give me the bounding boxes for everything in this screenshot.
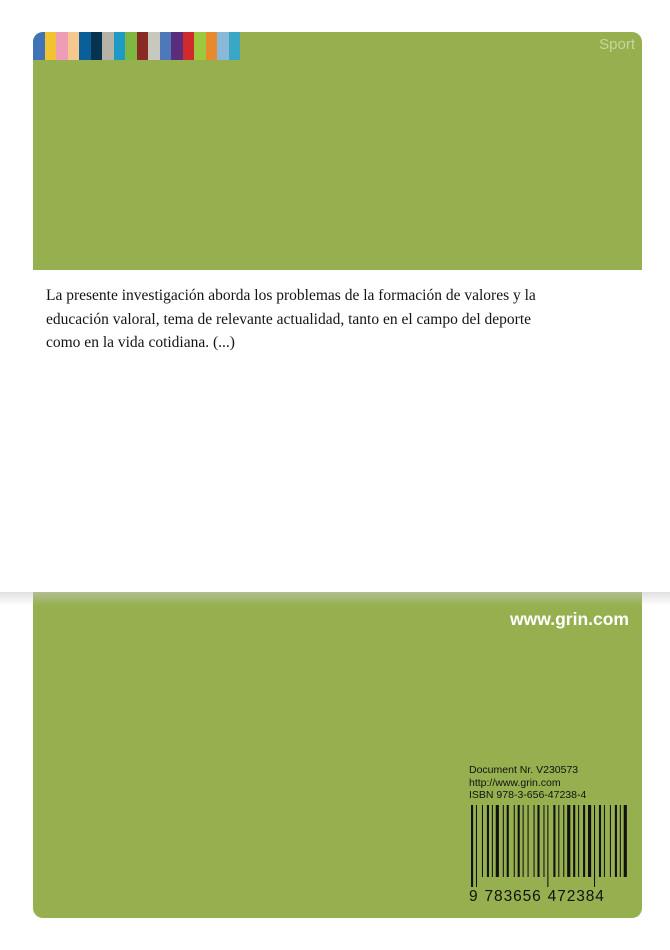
category-label: Sport: [599, 36, 635, 53]
color-stripe: [125, 32, 137, 60]
color-stripe: [171, 32, 183, 60]
barcode-bar: [487, 805, 489, 877]
barcode-bar: [482, 805, 483, 877]
barcode-bar: [620, 805, 621, 877]
barcode-bar: [624, 805, 627, 877]
cover-top-panel: [33, 32, 642, 270]
barcode-digit-group-1: 783656: [484, 887, 542, 905]
panel-shadow: [0, 592, 670, 606]
color-stripe: [217, 32, 229, 60]
barcode-bar: [534, 805, 535, 877]
blurb-section: [0, 270, 670, 592]
barcode-bar: [528, 805, 529, 877]
barcode-bar: [476, 805, 477, 887]
barcode-bar: [594, 805, 595, 887]
color-stripe: [137, 32, 149, 60]
color-stripe: [91, 32, 103, 60]
barcode-bar: [514, 805, 515, 877]
barcode-bar: [583, 805, 585, 877]
barcode-bar: [578, 805, 579, 877]
color-stripe: [45, 32, 57, 60]
color-stripe: [114, 32, 126, 60]
barcode-bar: [615, 805, 617, 877]
barcode-number: [469, 888, 629, 906]
barcode-bar: [471, 805, 473, 887]
publisher-url: http://www.grin.com: [469, 776, 561, 789]
color-stripe: [148, 32, 160, 60]
barcode-bar: [604, 805, 605, 877]
barcode-bar: [610, 805, 611, 877]
color-stripe: [229, 32, 241, 60]
barcode-bar: [543, 805, 544, 877]
barcode-bar: [523, 805, 524, 877]
barcode-bar: [496, 805, 499, 877]
isbn: ISBN 978-3-656-47238-4: [469, 789, 587, 801]
barcode-bar: [553, 805, 555, 877]
color-stripe: [183, 32, 195, 60]
barcode-bar: [492, 805, 493, 877]
book-blurb: La presente investigación aborda los problemas de la formación de valores y la educación valoral, tema de relevante actualidad, tanto en el campo del deporte como en la vida cotidiana. (...): [46, 287, 536, 351]
barcode-block: [469, 764, 629, 906]
color-stripe: [102, 32, 114, 60]
barcode-bar: [518, 805, 520, 877]
barcode-bar: [547, 805, 548, 887]
barcode-bar: [567, 805, 570, 877]
barcode-icon: [469, 805, 629, 887]
document-number: Document Nr. V230573: [469, 764, 579, 776]
barcode-lead-digit: 9: [469, 887, 479, 905]
barcode-bar: [563, 805, 564, 877]
barcode-bar: [558, 805, 559, 877]
color-stripe: [79, 32, 91, 60]
color-stripe: [68, 32, 80, 60]
barcode-bar: [599, 805, 601, 877]
color-stripe: [194, 32, 206, 60]
color-stripe: [160, 32, 172, 60]
barcode-bar: [503, 805, 504, 877]
barcode-bar: [507, 805, 509, 877]
barcode-bar: [588, 805, 591, 877]
barcode-bar: [573, 805, 575, 877]
barcode-bar: [537, 805, 539, 877]
publisher-website: www.grin.com: [510, 609, 629, 629]
cover-bottom-panel: [33, 592, 642, 918]
color-stripe: [56, 32, 68, 60]
color-stripes: [33, 32, 240, 60]
color-stripe: [206, 32, 218, 60]
color-stripe: [33, 32, 45, 60]
barcode-digit-group-2: 472384: [547, 887, 605, 905]
